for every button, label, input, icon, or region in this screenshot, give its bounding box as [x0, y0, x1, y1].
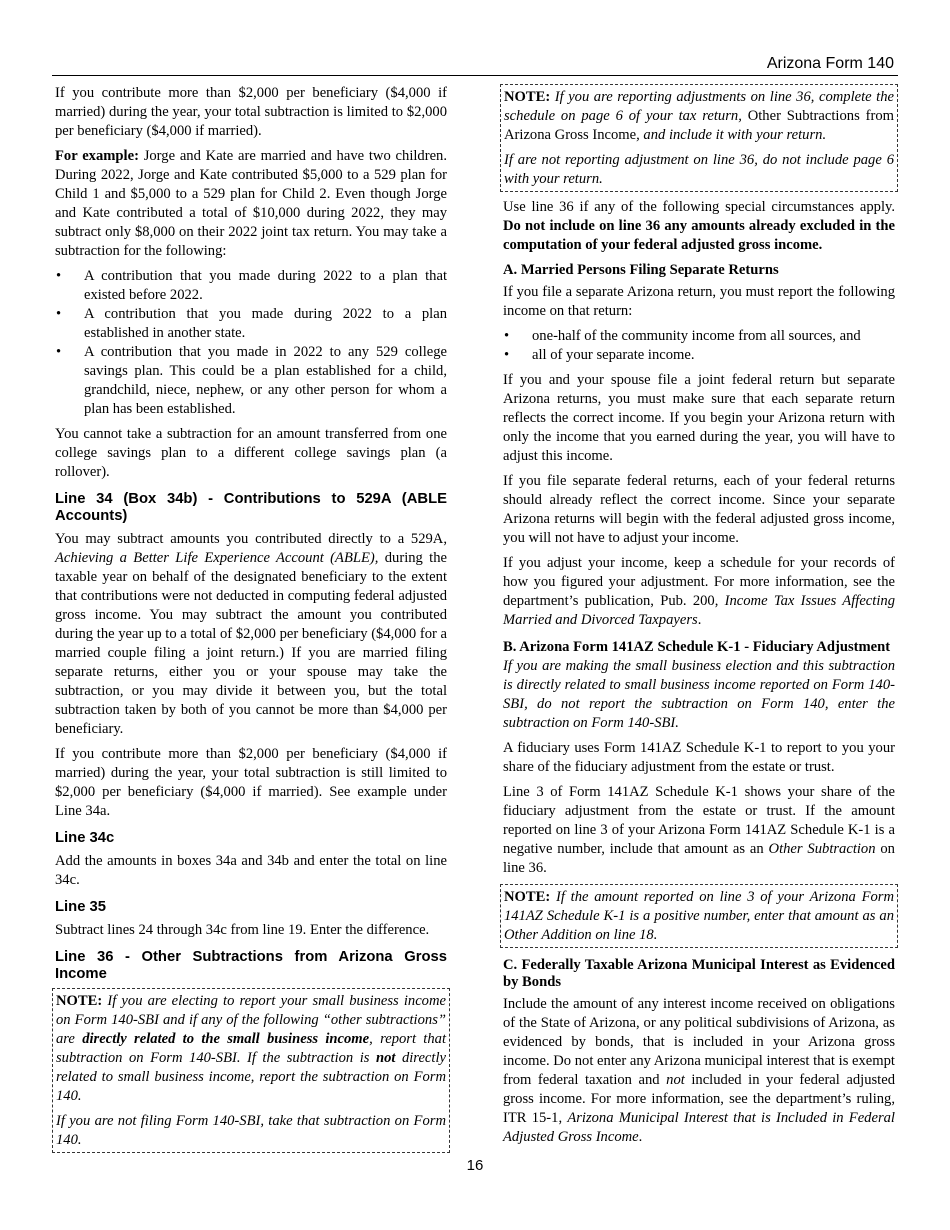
list-item: • one-half of the community income from all sources, and: [503, 327, 895, 346]
paragraph-able: [55, 530, 447, 739]
heading-line-36: Line 36 - Other Subtractions from Arizona Gross Income: [55, 949, 447, 982]
heading-section-a: A. Married Persons Filing Separate Returns: [503, 262, 779, 278]
able-text-italic: Achieving a Better Life Experience Account (ABLE),: [55, 550, 379, 566]
c-text-b: included in your federal adjusted gross income. For more information, see the department’s ruling, ITR 15-1,: [503, 1072, 896, 1126]
note-paragraph: [56, 992, 446, 1106]
note-box-sbi: [52, 988, 450, 1153]
paragraph-a4: [503, 554, 895, 630]
c-text-c: .: [638, 1129, 643, 1145]
paragraph-b1: A fiduciary uses Form 141AZ Schedule K-1 to report to you your share of the fiduciary adjustment from the estate or trust.: [503, 740, 895, 775]
income-list: [503, 327, 895, 365]
note-text-1: If you are electing to report your small business income on Form 140-SBI and if any of the following “other subtractions” are: [56, 993, 446, 1047]
paragraph-c: [503, 995, 895, 1147]
paragraph-a3: If you file separate federal returns, each of your federal returns should already reflect the correct income. Since your separate Arizona returns will begin with the federal adjusted gross income, you will not have to adjust your income.: [503, 473, 895, 546]
heading-section-b: B. Arizona Form 141AZ Schedule K-1 - Fiduciary Adjustment: [503, 639, 891, 655]
form-name: Arizona Form 140: [766, 55, 894, 72]
list-item: • all of your separate income.: [503, 346, 895, 365]
b2-italic: Other Subtraction: [768, 841, 876, 857]
list-item: • A contribution that you made during 2022 to a plan that existed before 2022.: [55, 267, 447, 305]
paragraph-contribution-limit: If you contribute more than $2,000 per beneficiary ($4,000 if married) during the year, your total subtraction is limited to $2,000 per beneficiary ($4,000 if married).: [55, 85, 447, 139]
note-box-k1: [500, 884, 898, 948]
note-box-line-36: [500, 84, 898, 192]
able-text-a: You may subtract amounts you contributed directly to a 529A,: [55, 531, 447, 547]
b2-text-a: Line 3 of Form 141AZ Schedule K-1 shows your share of the fiduciary adjustment from the estate or trust. If the amount reported on line 3 of your Arizona Form 141AZ Schedule K-1 is a negative number, include that amount as an: [503, 784, 895, 857]
paragraph-line-34c: Add the amounts in boxes 34a and 34b and enter the total on line 34c.: [55, 853, 447, 888]
note-label: NOTE:: [56, 993, 103, 1009]
left-column: [55, 84, 447, 1159]
example-label: For example:: [55, 148, 139, 164]
paragraph-example: [55, 147, 447, 261]
heading-section-c: C. Federally Taxable Arizona Municipal Interest as Evidenced by Bonds: [503, 957, 895, 990]
note-italic-2: , and include it with your return.: [636, 127, 827, 143]
note-paragraph-2: [56, 1112, 446, 1150]
heading-line-34: Line 34 (Box 34b) - Contributions to 529A (ABLE Accounts): [55, 491, 447, 524]
paragraph-b-italic: [503, 657, 895, 733]
use-line-36-text: Use line 36 if any of the following special circumstances apply.: [503, 199, 895, 215]
note-italic-2: If you are not filing Form 140-SBI, take that subtraction on Form 140.: [56, 1113, 446, 1148]
note-text-3: directly related to small business income, report the subtraction on Form 140.: [56, 1050, 446, 1104]
paragraph-a2: If you and your spouse file a joint federal return but separate Arizona returns, you must make sure that each separate return reflects the correct income. If you begin your Arizona return with only the income that you earned during the year, you will have to adjust this income.: [503, 372, 895, 464]
b2-text-b: on line 36.: [503, 841, 895, 876]
note-label: NOTE:: [504, 889, 551, 905]
c-not: not: [666, 1072, 685, 1088]
paragraph-line-35: Subtract lines 24 through 34c from line 19. Enter the difference.: [55, 922, 430, 938]
note-italic: If the amount reported on line 3 of your Arizona Form 141AZ Schedule K-1 is a positive number, enter that amount as an Other Addition on line 18.: [504, 889, 894, 943]
example-text: Jorge and Kate are married and have two children. During 2022, Jorge and Kate contributed $5,000 to a 529 plan for Child 1 and $5,000 to a 529 plan for Child 2. Even though Jorge and Kate contributed a total of $10,000 during 2022, they may subtract only $8,000 on their 2022 joint tax return. You may take a subtraction for the following:: [55, 148, 448, 259]
heading-line-34c: Line 34c: [55, 830, 115, 846]
note-label: NOTE:: [504, 89, 551, 105]
a4-text-b: .: [697, 612, 702, 628]
a4-text-a: If you adjust your income, keep a schedule for your records of how you figured your adjustment. For more information, see the department’s publication, Pub. 200,: [503, 555, 895, 609]
use-line-36-bold: Do not include on line 36 any amounts already excluded in the computation of your federal adjusted gross income.: [503, 218, 895, 253]
paragraph-b2: [503, 783, 895, 878]
paragraph-use-line-36: [503, 198, 895, 255]
note-text-2: , report that subtraction on Form 140-SBI. If the subtraction is: [56, 1031, 447, 1066]
page-number: 16: [466, 1157, 484, 1174]
b-italic-text: If you are making the small business election and this subtraction is directly related to small business income reported on Form 140-SBI, do not report the subtraction on Form 140, enter the subtraction on Form 140-SBI.: [503, 658, 895, 731]
list-item: • A contribution that you made in 2022 to any 529 college savings plan. This could be a plan established for a child, grandchild, niece, nephew, or any other person for whom a plan has been established.: [55, 343, 447, 419]
note-italic-3: If are not reporting adjustment on line 36, do not include page 6 with your return.: [504, 152, 894, 187]
list-item: • A contribution that you made during 2022 to a plan established in another state.: [55, 305, 447, 343]
c-ruling-title: Arizona Municipal Interest that is Included in Federal Adjusted Gross Income: [503, 1110, 895, 1145]
able-text-b: during the taxable year on behalf of the designated beneficiary to the extent that contributions were not deducted in computing federal adjusted gross income. You may subtract the amount you contributed during the year up to a total of $2,000 per beneficiary ($4,000 for a married couple filing a joint return.) If you are married filing separate returns, either you or your spouse may take the subtraction, or you may divide it between you, but the total subtraction taken by both of you cannot be more than $4,000 per beneficiary.: [55, 550, 447, 737]
paragraph-a1: If you file a separate Arizona return, you must report the following income on that return:: [503, 284, 895, 319]
note-schedule-name: Other Subtractions from Arizona Gross Income: [504, 108, 894, 143]
note-paragraph: [504, 88, 894, 145]
right-column: [503, 84, 895, 1153]
header-rule: [52, 75, 898, 76]
note-italic: [56, 993, 446, 1104]
heading-line-35: Line 35: [55, 899, 106, 915]
note-bold-1: directly related to the small business income: [82, 1031, 370, 1047]
note-bold-2: not: [375, 1050, 396, 1066]
a4-publication-title: Income Tax Issues Affecting Married and Divorced Taxpayers: [503, 593, 895, 628]
note-paragraph-2: [504, 151, 894, 189]
note-paragraph: [504, 888, 894, 945]
c-text-a: Include the amount of any interest income received on obligations of the State of Arizona, or any political subdivisions of Arizona, as evidenced by bonds, that is included in your Arizona gross income. Do not enter any Arizona municipal interest that is exempt from federal taxation and: [503, 996, 895, 1088]
paragraph-rollover: You cannot take a subtraction for an amount transferred from one college savings plan to a different college savings plan (a rollover).: [55, 426, 447, 480]
subtraction-list: [55, 267, 447, 419]
note-italic-1: If you are reporting adjustments on line 36, complete the schedule on page 6 of your tax return,: [504, 89, 894, 124]
paragraph-able-limit: If you contribute more than $2,000 per beneficiary ($4,000 if married) during the year, your total subtraction is still limited to $2,000 per beneficiary ($4,000 if married). See example under Line 34a.: [55, 746, 447, 819]
